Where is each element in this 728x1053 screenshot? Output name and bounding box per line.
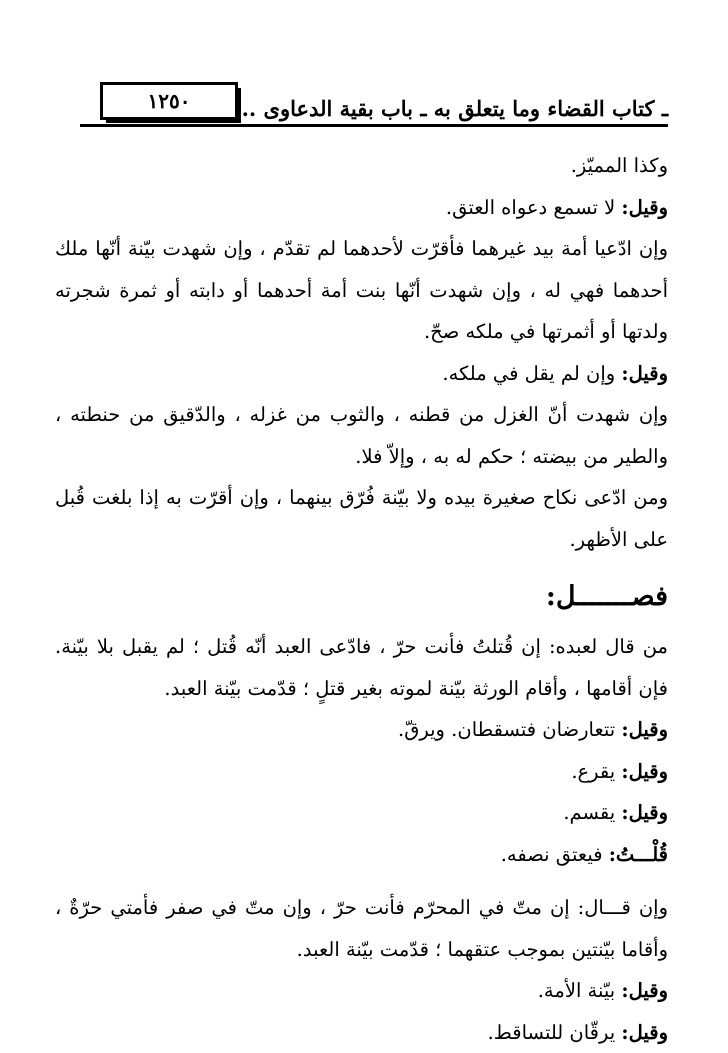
paragraph — [55, 709, 668, 751]
page-number: ١٢٥٠ — [100, 82, 238, 120]
paragraph-text: وإن شهدت أنّ الغزل من قطنه ، والثوب من غزله ، والدّقيق من حنطته ، والطير من بيضته ؛ حكم له به ، وإلاّ فلا. — [55, 403, 668, 468]
paragraph-text: وإن لم يقل في ملكه. — [442, 362, 621, 385]
section-heading: فصـــــــل: — [55, 568, 668, 626]
paragraph-label: قُلْـــتُ: — [609, 843, 668, 866]
paragraph — [55, 353, 668, 395]
paragraph-text: يرقّان للتساقط. — [488, 1021, 622, 1044]
page-body — [55, 145, 668, 1053]
running-title: ـ كتاب القضاء وما يتعلق به ـ باب بقية الدعاوى ... — [234, 96, 668, 121]
paragraph-text: وإن ادّعيا أمة بيد غيرهما فأقرّت لأحدهما لم تقدّم ، وإن شهدت بيّنة أنّها ملك أحدهما فهي له ، وإن شهدت أنّها بنت أمة أحدهما أو دابته أو ثمرة شجرته ولدتها أو أثمرتها في ملكه صحّ. — [55, 237, 668, 343]
paragraph-text: فيعتق نصفه. — [501, 843, 609, 866]
paragraph — [55, 887, 668, 970]
paragraph-label: وقيل: — [621, 801, 668, 824]
paragraph-text: تتعارضان فتسقطان. ويرقّ. — [398, 718, 621, 741]
page-header — [60, 82, 668, 132]
paragraph — [55, 792, 668, 834]
paragraph — [55, 751, 668, 793]
paragraph-text: وإن قـــال: إن متّ في المحرّم فأنت حرّ ، وإن متّ في صفر فأمتي حرّةٌ ، وأقاما بيّنتين بموجب عتقهما ؛ قدّمت بيّنة العبد. — [55, 896, 668, 961]
paragraph-text: يقرع. — [571, 760, 621, 783]
paragraph-label: وقيل: — [621, 1021, 668, 1044]
paragraph-label: وقيل: — [621, 718, 668, 741]
paragraph-text: بيّنة الأمة. — [538, 979, 622, 1002]
paragraph — [55, 970, 668, 1012]
paragraph — [55, 228, 668, 353]
paragraph-label: وقيل: — [621, 979, 668, 1002]
paragraph — [55, 1012, 668, 1053]
paragraph — [55, 626, 668, 709]
paragraph — [55, 145, 668, 187]
paragraph-text: لا تسمع دعواه العتق. — [446, 196, 622, 219]
paragraph — [55, 187, 668, 229]
paragraph-label: وقيل: — [621, 760, 668, 783]
header-rule — [80, 124, 668, 127]
paragraph-text: وكذا المميّز. — [571, 154, 668, 177]
paragraph — [55, 477, 668, 560]
paragraph-label: وقيل: — [621, 362, 668, 385]
paragraph-text: من قال لعبده: إن قُتلتُ فأنت حرّ ، فادّعى العبد أنّه قُتل ؛ لم يقبل بلا بيّنة. فإن أقامها ، وأقام الورثة بيّنة لموته بغير قتلٍ ؛ قدّمت بيّنة العبد. — [55, 635, 668, 700]
paragraph-label: وقيل: — [621, 196, 668, 219]
paragraph-text: يقسم. — [563, 801, 621, 824]
paragraph — [55, 394, 668, 477]
paragraph-text: ومن ادّعى نكاح صغيرة بيده ولا بيّنة فُرّق بينهما ، وإن أقرّت به إذا بلغت قُبل على الأظهر. — [55, 486, 668, 551]
paragraph — [55, 834, 668, 876]
